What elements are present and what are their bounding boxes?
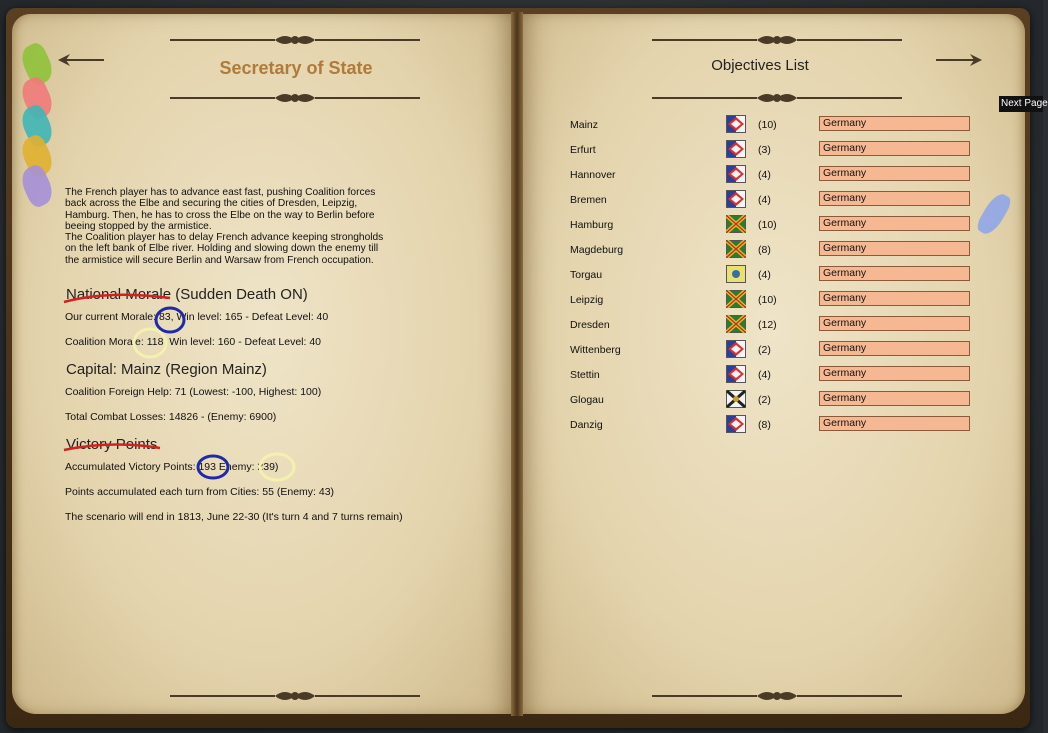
flag-icon <box>726 365 746 383</box>
objective-city: Erfurt <box>570 144 596 156</box>
arrow-ornament <box>56 52 106 68</box>
flag-icon <box>726 390 746 408</box>
coalition-morale-text: Coalition Morale: 118, Win level: 160 - Defeat Level: 40 <box>65 336 322 348</box>
flag-icon <box>726 290 746 308</box>
objective-city: Stettin <box>570 369 600 381</box>
objective-row[interactable] <box>570 343 970 359</box>
book-spine <box>511 12 523 716</box>
objective-row[interactable] <box>570 243 970 259</box>
flourish-ornament <box>170 90 420 106</box>
objective-points: (4) <box>758 269 771 281</box>
objective-city: Magdeburg <box>570 244 624 256</box>
objective-row[interactable] <box>570 318 970 334</box>
objective-city: Mainz <box>570 119 599 131</box>
objective-owner: Germany <box>819 341 970 356</box>
objective-points: (4) <box>758 369 771 381</box>
objective-points: (4) <box>758 169 771 181</box>
objective-owner: Germany <box>819 316 970 331</box>
flourish-ornament <box>652 688 902 704</box>
flag-icon <box>726 315 746 333</box>
objective-owner: Germany <box>819 291 970 306</box>
objective-points: (8) <box>758 419 771 431</box>
objective-points: (12) <box>758 319 777 331</box>
objective-points: (3) <box>758 144 771 156</box>
objective-owner: Germany <box>819 216 970 231</box>
scenario-end-text: The scenario will end in 1813, June 22-30 (It's turn 4 and 7 turns remain) <box>65 511 403 523</box>
objective-row[interactable] <box>570 193 970 209</box>
objective-city: Hannover <box>570 169 616 181</box>
objective-row[interactable] <box>570 118 970 134</box>
combat-losses-text: Total Combat Losses: 14826 - (Enemy: 6900) <box>65 411 277 423</box>
objective-row[interactable] <box>570 268 970 284</box>
objective-row[interactable] <box>570 393 970 409</box>
objective-owner: Germany <box>819 166 970 181</box>
objective-city: Leipzig <box>570 294 604 306</box>
objective-city: Bremen <box>570 194 607 206</box>
objective-city: Dresden <box>570 319 610 331</box>
foreign-help-text: Coalition Foreign Help: 71 (Lowest: -100, Highest: 100) <box>65 386 322 398</box>
objective-points: (10) <box>758 119 777 131</box>
objective-row[interactable] <box>570 218 970 234</box>
victory-points-heading: Victory Points <box>66 436 158 453</box>
flag-icon <box>726 165 746 183</box>
objective-owner: Germany <box>819 116 970 131</box>
scenario-description: The French player has to advance east fast, pushing Coalition forces back across the Elbe and securing the cities of Dresden, Leipzig, Hamburg. Then, he has to cross the Elbe on the way to Berlin before beeing stopped by the armistice. The Coalition player has to delay French advance keeping strongholds on the left bank of Elbe river. Holding and slowing down the enemy till the armistice will secure Berlin and Warsaw from French occupation. <box>65 187 384 266</box>
objective-city: Torgau <box>570 269 603 281</box>
flag-icon <box>726 115 746 133</box>
objective-owner: Germany <box>819 241 970 256</box>
objective-city: Wittenberg <box>570 344 621 356</box>
objective-owner: Germany <box>819 366 970 381</box>
objective-points: (2) <box>758 344 771 356</box>
objective-row[interactable] <box>570 368 970 384</box>
objective-points: (2) <box>758 394 771 406</box>
next-page-button[interactable]: Next Page <box>999 96 1043 112</box>
page-title: Secretary of State <box>219 58 373 78</box>
our-morale-text: Our current Morale: 83, Win level: 165 - Defeat Level: 40 <box>65 311 329 323</box>
objective-owner: Germany <box>819 141 970 156</box>
objective-row[interactable] <box>570 418 970 434</box>
morale-heading: National Morale (Sudden Death ON) <box>66 286 308 303</box>
objective-owner: Germany <box>819 416 970 431</box>
flourish-ornament <box>652 90 902 106</box>
flourish-ornament <box>170 32 420 48</box>
capital-heading: Capital: Mainz (Region Mainz) <box>66 361 267 378</box>
objective-city: Hamburg <box>570 219 614 231</box>
objective-points: (4) <box>758 194 771 206</box>
flourish-ornament <box>170 688 420 704</box>
flag-icon <box>726 240 746 258</box>
flag-icon <box>726 190 746 208</box>
objective-city: Glogau <box>570 394 604 406</box>
objective-city: Danzig <box>570 419 603 431</box>
objectives-title: Objectives List <box>711 57 809 74</box>
objective-row[interactable] <box>570 143 970 159</box>
annotation-marks <box>60 280 320 480</box>
objective-row[interactable] <box>570 168 970 184</box>
objective-points: (10) <box>758 294 777 306</box>
accumulated-vp-text: Accumulated Victory Points: 193 Enemy: 239) <box>65 461 279 473</box>
objective-row[interactable] <box>570 293 970 309</box>
points-per-turn-text: Points accumulated each turn from Cities: 55 (Enemy: 43) <box>65 486 335 498</box>
flourish-ornament <box>652 32 902 48</box>
flag-icon <box>726 340 746 358</box>
flag-icon <box>726 140 746 158</box>
flag-icon <box>726 415 746 433</box>
flag-icon <box>726 215 746 233</box>
objective-owner: Germany <box>819 391 970 406</box>
objective-owner: Germany <box>819 191 970 206</box>
objective-owner: Germany <box>819 266 970 281</box>
objective-points: (8) <box>758 244 771 256</box>
arrow-ornament <box>934 52 984 68</box>
objective-points: (10) <box>758 219 777 231</box>
flag-icon <box>726 265 746 283</box>
